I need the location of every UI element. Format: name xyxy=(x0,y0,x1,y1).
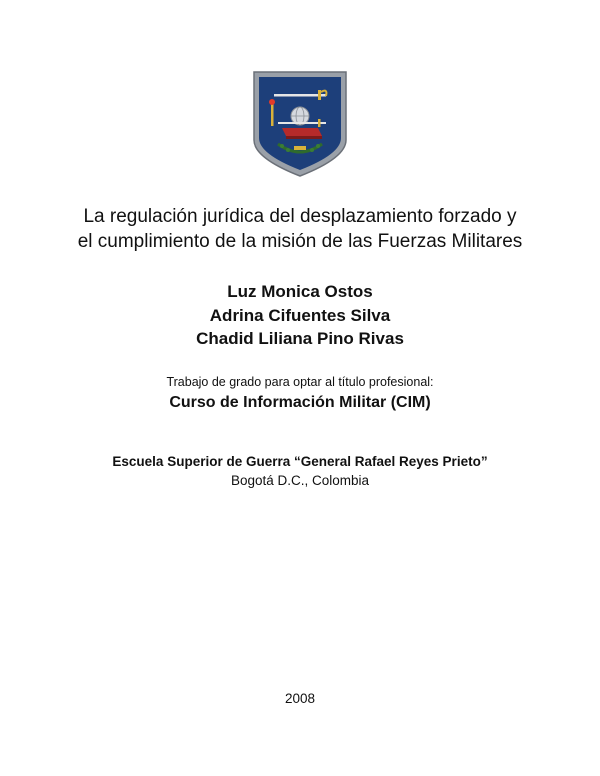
city-location: Bogotá D.C., Colombia xyxy=(230,473,370,488)
shield-emblem-icon xyxy=(252,70,348,178)
degree-program: Curso de Información Militar (CIM) xyxy=(169,394,431,411)
author-name: Chadid Liliana Pino Rivas xyxy=(196,329,404,348)
title-line-2: el cumplimiento de la misión de las Fuerzas Militares xyxy=(77,231,523,252)
author-name: Adrina Cifuentes Silva xyxy=(209,305,391,325)
author-name: Luz Monica Ostos xyxy=(227,282,373,301)
school-name: Escuela Superior de Guerra “General Rafael Reyes Prieto” xyxy=(112,454,488,469)
title-line-1: La regulación jurídica del desplazamiento forzado y xyxy=(83,206,517,227)
document-title xyxy=(0,204,600,254)
degree-note: Trabajo de grado para optar al título profesional: xyxy=(166,375,434,389)
publication-year: 2008 xyxy=(284,691,316,706)
author-list xyxy=(0,280,600,351)
